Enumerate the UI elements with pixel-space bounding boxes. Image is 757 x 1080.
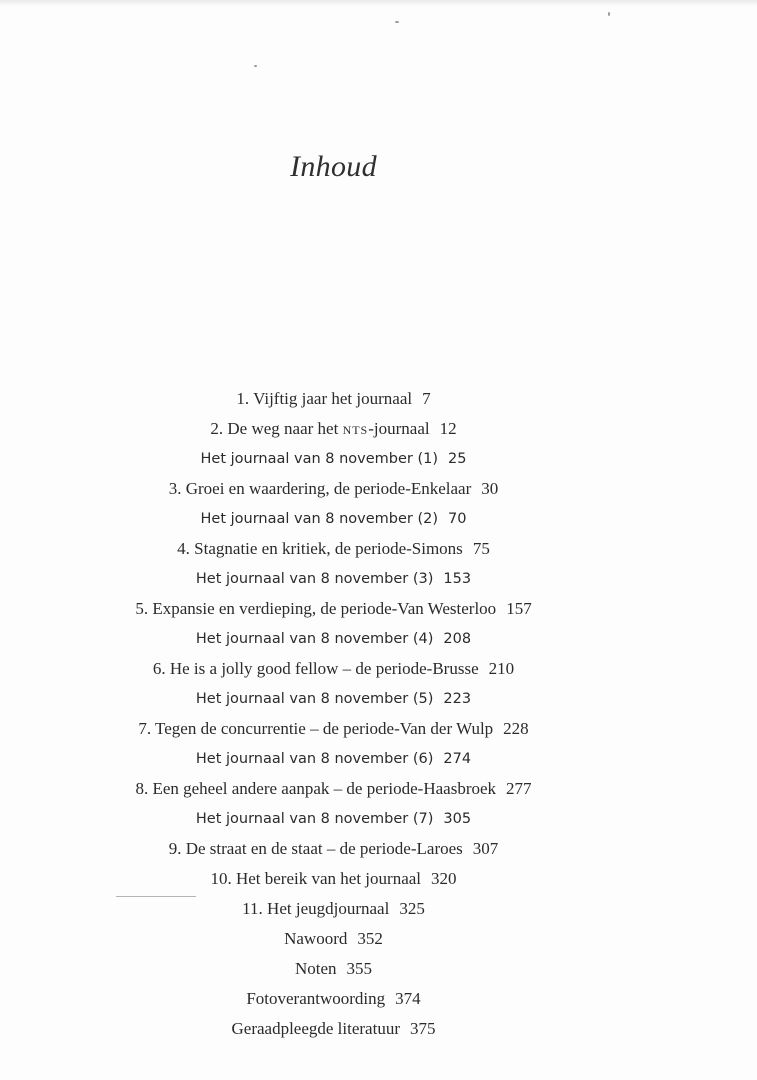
toc-entry-number: 9. — [168, 839, 186, 858]
toc-entry-page-number: 25 — [448, 451, 467, 467]
toc-entry-number: 3. — [168, 479, 186, 498]
toc-entry — [0, 594, 667, 624]
toc-entry-title: Het journaal van 8 november (6) — [195, 751, 434, 767]
toc-entry — [0, 924, 667, 954]
toc-entry — [0, 894, 667, 924]
toc-entry-page-number: 307 — [472, 839, 499, 858]
toc-entry — [0, 1014, 667, 1044]
toc-entry-page-number: 12 — [439, 419, 457, 438]
toc-entry-page-number: 75 — [472, 539, 490, 558]
toc-entry-title: Vijftig jaar het journaal — [253, 389, 413, 408]
toc-entry-number: 11. — [242, 899, 268, 918]
toc-entry-number: 1. — [236, 389, 254, 408]
toc-entry — [0, 954, 667, 984]
scan-scratch — [116, 896, 196, 897]
toc-entry-page-number: 157 — [506, 599, 532, 618]
toc-entry-title: Het journaal van 8 november (3) — [195, 571, 434, 587]
toc-entry — [0, 534, 667, 564]
toc-entry-title: He is a jolly good fellow – de periode-Brusse — [169, 659, 479, 678]
toc-entry-page-number: 70 — [448, 511, 467, 527]
toc-entry — [0, 564, 667, 594]
toc-entry-title: Groei en waardering, de periode-Enkelaar — [185, 479, 472, 498]
toc-entry — [0, 804, 667, 834]
toc-entry — [0, 684, 667, 714]
toc-entry-title: Nawoord — [284, 929, 348, 948]
toc-entry-page-number: 7 — [422, 389, 431, 408]
toc-entry-title: Fotoverantwoording — [246, 989, 386, 1008]
toc-entry — [0, 414, 667, 444]
toc-entry-page-number: 374 — [395, 989, 421, 1008]
toc-entry — [0, 714, 667, 744]
toc-entry-title: Het journaal van 8 november (5) — [195, 691, 434, 707]
table-of-contents — [0, 384, 667, 1044]
toc-entry-page-number: 375 — [410, 1019, 436, 1038]
toc-entry-title: Het journaal van 8 november (2) — [200, 511, 439, 527]
toc-entry-page-number: 223 — [443, 691, 472, 707]
toc-entry-number: 4. — [177, 539, 195, 558]
toc-entry-title: Het journaal van 8 november (4) — [195, 631, 434, 647]
toc-entry-number: 10. — [210, 869, 236, 888]
toc-entry-title: De weg naar het — [227, 419, 343, 438]
toc-entry-number: 2. — [210, 419, 228, 438]
toc-entry-title: -journaal — [368, 419, 430, 438]
toc-entry-page-number: 320 — [431, 869, 457, 888]
toc-entry-page-number: 153 — [443, 571, 472, 587]
toc-entry-title: Het bereik van het journaal — [235, 869, 422, 888]
toc-entry — [0, 864, 667, 894]
toc-entry — [0, 444, 667, 474]
toc-entry — [0, 984, 667, 1014]
toc-entry-page-number: 274 — [443, 751, 472, 767]
toc-entry-number: 6. — [152, 659, 170, 678]
toc-entry-page-number: 208 — [443, 631, 472, 647]
toc-entry-page-number: 210 — [488, 659, 515, 678]
toc-entry-number: 8. — [135, 779, 153, 798]
toc-entry — [0, 834, 667, 864]
toc-entry — [0, 624, 667, 654]
toc-entry — [0, 744, 667, 774]
toc-entry — [0, 774, 667, 804]
page-top-edge — [0, 0, 757, 6]
toc-entry — [0, 384, 667, 414]
scan-speck — [254, 65, 257, 67]
toc-entry-page-number: 30 — [481, 479, 499, 498]
toc-entry-title: Tegen de concurrentie – de periode-Van der Wulp — [155, 719, 494, 738]
toc-entry-title: Noten — [294, 959, 337, 978]
toc-entry-title: Geraadpleegde literatuur — [231, 1019, 400, 1038]
toc-entry-title: Het journaal van 8 november (1) — [200, 451, 439, 467]
scan-speck — [395, 21, 399, 23]
toc-entry — [0, 654, 667, 684]
toc-entry-page-number: 305 — [443, 811, 472, 827]
toc-entry-page-number: 325 — [399, 899, 425, 918]
toc-entry-number: 5. — [135, 599, 153, 618]
toc-entry-page-number: 352 — [357, 929, 383, 948]
toc-entry-page-number: 277 — [506, 779, 532, 798]
toc-entry — [0, 474, 667, 504]
toc-entry-title: Het jeugdjournaal — [267, 899, 390, 918]
scan-speck — [608, 12, 610, 16]
toc-entry-title-abbrev: nts — [342, 419, 369, 438]
toc-entry-title: De straat en de staat – de periode-Laroes — [185, 839, 463, 858]
toc-entry-title: Het journaal van 8 november (7) — [195, 811, 434, 827]
toc-entry-number: 7. — [138, 719, 156, 738]
toc-entry-page-number: 228 — [503, 719, 529, 738]
toc-entry-page-number: 355 — [346, 959, 373, 978]
toc-entry-title: Expansie en verdieping, de periode-Van Westerloo — [152, 599, 497, 618]
toc-entry — [0, 504, 667, 534]
toc-entry-title: Stagnatie en kritiek, de periode-Simons — [194, 539, 463, 558]
page-title: Inhoud — [290, 150, 377, 183]
toc-entry-title: Een geheel andere aanpak – de periode-Haasbroek — [152, 779, 497, 798]
